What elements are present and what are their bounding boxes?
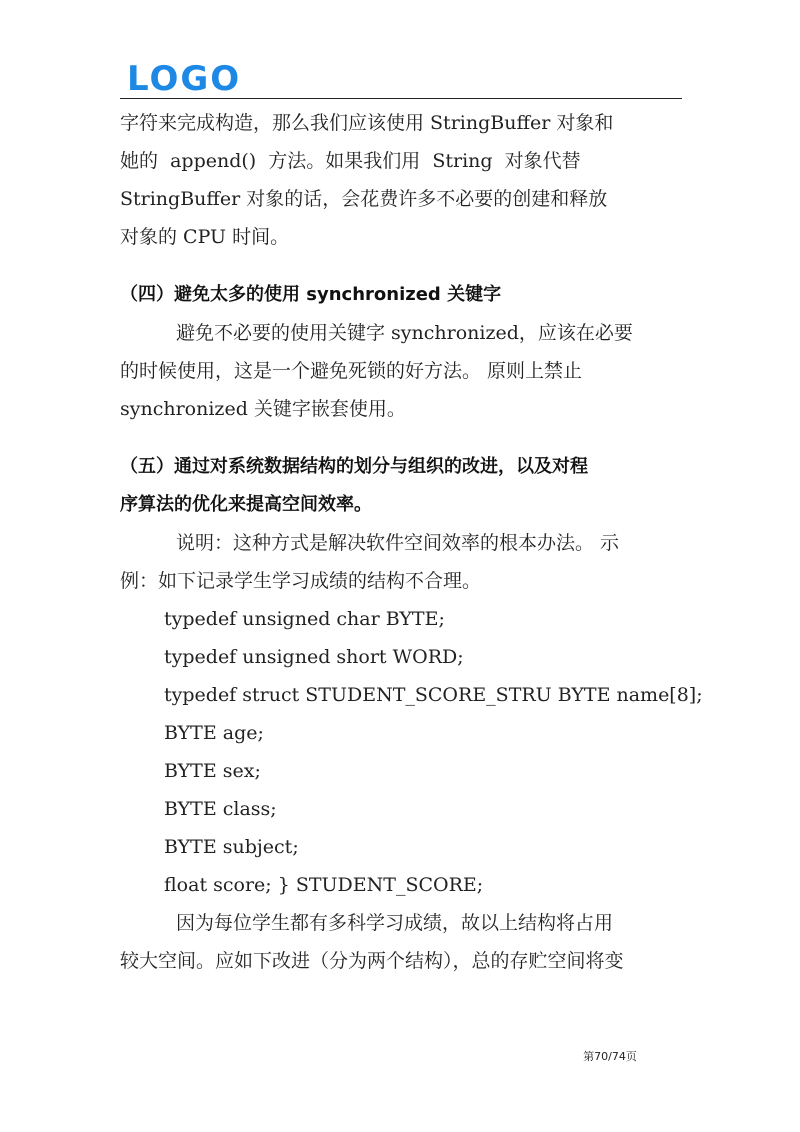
- code-line: BYTE class;: [164, 798, 277, 820]
- code-line: BYTE subject;: [164, 836, 299, 858]
- paragraph-line-text: 她的 append() 方法。如果我们用 String 对象代替: [120, 150, 581, 172]
- paragraph-line: 说明：这种方式是解决软件空间效率的根本办法。 示: [176, 532, 620, 554]
- paragraph-line: 避免不必要的使用关键字 synchronized，应该在必要: [176, 322, 633, 344]
- section-heading-5-cont: 序算法的优化来提高空间效率。: [120, 494, 372, 515]
- code-line: BYTE age;: [164, 722, 264, 744]
- paragraph-line: 例：如下记录学生学习成绩的结构不合理。: [120, 570, 482, 592]
- header-divider: [120, 98, 682, 99]
- paragraph-line: 字符来完成构造，那么我们应该使用 StringBuffer 对象和: [120, 112, 614, 134]
- spacer: [120, 256, 680, 276]
- logo: LOGO: [127, 59, 242, 99]
- code-line: BYTE sex;: [164, 760, 261, 782]
- paragraph-line: 较大空间。应如下改进（分为两个结构），总的存贮空间将变: [120, 950, 624, 972]
- document-body: [120, 104, 703, 980]
- paragraph-line: 因为每位学生都有多科学习成绩，故以上结构将占用: [176, 912, 614, 934]
- code-line: float score; } STUDENT_SCORE;: [164, 874, 484, 896]
- page-number: 第70/74页: [583, 1050, 637, 1063]
- section-heading-4: （四）避免太多的使用 synchronized 关键字: [120, 284, 502, 305]
- code-line: typedef unsigned char BYTE;: [164, 608, 445, 630]
- paragraph-line: synchronized 关键字嵌套使用。: [120, 398, 406, 420]
- paragraph-line: 的时候使用，这是一个避免死锁的好方法。 原则上禁止: [120, 360, 583, 382]
- paragraph-line: 对象的 CPU 时间。: [120, 226, 290, 248]
- paragraph-line: StringBuffer 对象的话，会花费许多不必要的创建和释放: [120, 188, 608, 210]
- spacer: [120, 428, 680, 448]
- code-line: typedef unsigned short WORD;: [164, 646, 464, 668]
- paragraph-line: [120, 142, 680, 180]
- code-line: typedef struct STUDENT_SCORE_STRU BYTE name[8];: [164, 684, 703, 706]
- section-heading-5: （五）通过对系统数据结构的划分与组织的改进，以及对程: [120, 456, 588, 477]
